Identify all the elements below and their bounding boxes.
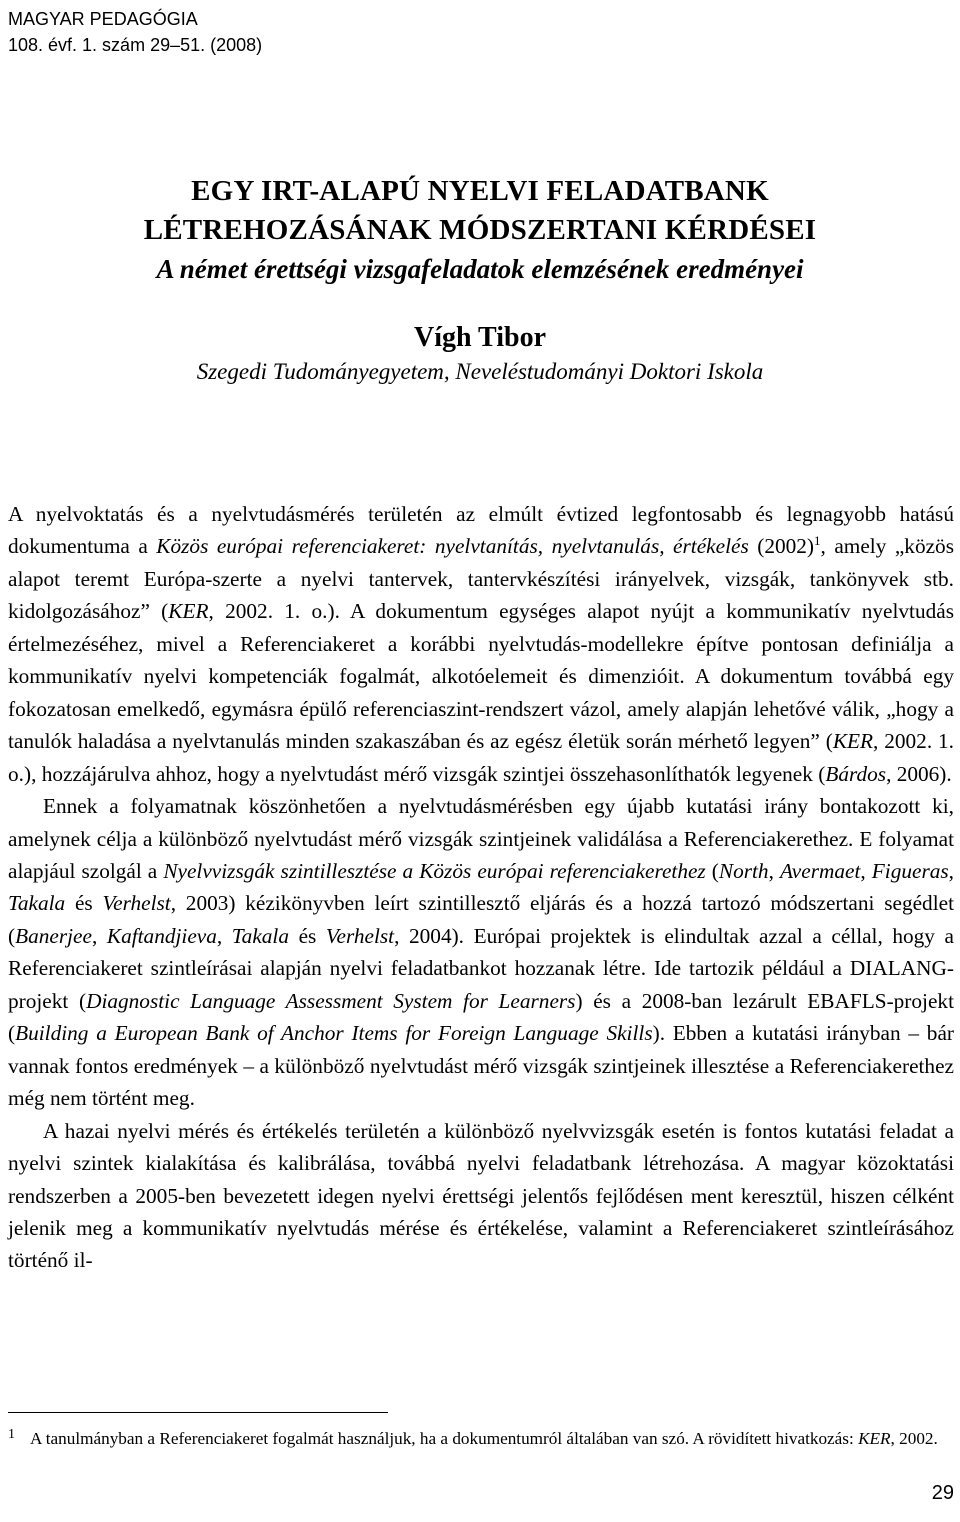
italic-text: Figueras — [871, 858, 949, 883]
text-run: , amely „közös alapot teremt Európa-szerte a nyelvi tantervek, tantervkészítési irányelvek, vizsgák, tankönyvek stb. kidolgozásához” ( — [8, 534, 954, 624]
text-run: , — [216, 923, 232, 948]
italic-text: Takala — [231, 923, 289, 948]
article-body — [8, 498, 954, 1277]
author-name: Vígh Tibor — [413, 322, 546, 353]
footnote — [8, 1422, 954, 1452]
text-run: Ennek a folyamatnak köszönhetően a nyelvtudásmérésben egy újabb kutatási irány bontakozott ki, amelynek célja a különböző nyelvtudást mérő vizsgák szintjeinek validálása a Referenciakerethez. E folyamat alapjául szolgál a — [8, 794, 954, 883]
text-run: A nyelvoktatás és a nyelvtudásmérés területén az elmúlt évtized legfontosabb és legnagyobb hatású dokumentuma a — [8, 502, 954, 559]
running-head — [8, 6, 262, 58]
italic-text: KER — [168, 599, 209, 624]
title-block — [0, 172, 960, 388]
text-run: , — [768, 858, 780, 883]
italic-text: KER — [832, 729, 874, 754]
text-run: ( — [705, 858, 719, 883]
italic-text: Banerjee — [15, 923, 92, 948]
article-title-line-2: LÉTREHOZÁSÁNAK MÓDSZERTANI KÉRDÉSEI — [143, 214, 817, 246]
paragraph-p3 — [8, 1115, 954, 1277]
text-run: , — [860, 858, 872, 883]
italic-text: Building a European Bank of Anchor Items for Foreign Language Skills — [15, 1021, 653, 1046]
italic-text: Nyelvvizsgák szintillesztése a Közös európai referenciakerethez — [163, 858, 706, 883]
author-affiliation: Szegedi Tudományegyetem, Neveléstudományi Doktori Iskola — [196, 359, 764, 384]
italic-text: Bárdos — [825, 761, 887, 786]
footnote-text — [30, 1429, 938, 1448]
journal-issue: 108. évf. 1. szám 29–51. (2008) — [8, 35, 263, 55]
italic-text: Közös európai referenciakeret: nyelvtanítás, nyelvtanulás, értékelés — [156, 534, 749, 559]
text-run: és — [65, 891, 103, 916]
italic-text: Kaftandjieva — [106, 923, 217, 948]
text-run: , — [948, 858, 954, 883]
italic-text: Verhelst — [102, 891, 171, 916]
text-run: ). Ebben a kutatási irányban – bár vannak fontos eredmények – a különböző nyelvtudást mérő vizsgák szintjeinek illesztése a Referenciakerethez még nem történt meg. — [8, 1021, 954, 1111]
page-number: 29 — [931, 1482, 954, 1504]
text-run: , 2004). Európai projektek is elindultak azzal a céllal, hogy a Referenciakeret szintleírásai alapján nyelvi feladatbankot hozzanak létre. Ide tartozik például a DIALANG-projekt ( — [8, 923, 954, 1013]
text-run: , — [91, 923, 107, 948]
italic-text: Avermaet — [779, 858, 861, 883]
italic-text: North — [718, 858, 769, 883]
text-run: ) és a 2008-ban lezárult EBAFLS-projekt ( — [8, 988, 954, 1046]
footnote-ref: 1 — [814, 533, 821, 549]
text-run: A hazai nyelvi mérés és értékelés területén a különböző nyelvvizsgák esetén is fontos kutatási feladat a nyelvi szintek kialakítása és kalibrálása, továbbá nyelvi feladatbank létrehozása. A magyar közoktatási rendszerben a 2005-ben bevezetett idegen nyelvi érettségi jelentős fejlődésen ment keresztül, hiszen célként jelenik meg a kommunikatív nyelvtudás mérése és értékelése, valamint a Referenciakeret szintleírásához történő il- — [8, 1118, 954, 1273]
text-run: , 2006). — [886, 761, 952, 786]
paragraph-p1 — [8, 498, 954, 790]
text-run: , 2002. 1. o.), hozzájárulva ahhoz, hogy a nyelvtudást mérő vizsgák szintjei összehasonlíthatók legyenek ( — [8, 729, 954, 786]
footnote-number: 1 — [8, 1427, 15, 1442]
journal-name: MAGYAR PEDAGÓGIA — [8, 9, 198, 29]
text-run: és — [289, 923, 326, 948]
text-run: , 2003) kézikönyvben leírt szintillesztő eljárás és a hozzá tartozó módszertani segédlet ( — [8, 891, 954, 948]
article-title-line-1: EGY IRT-ALAPÚ NYELVI FELADATBANK — [191, 175, 769, 207]
italic-text: Takala — [8, 891, 66, 916]
footnote-rule — [8, 1412, 388, 1413]
text-run: , 2002. — [890, 1429, 938, 1448]
italic-text: Verhelst — [325, 923, 395, 948]
text-run: , 2002. 1. o.). A dokumentum egységes alapot nyújt a kommunikatív nyelvtudás értelmezéséhez, mivel a Referenciakeret a korábbi nyelvtudás-modellekre építve pontosan definiálja a kommunikatív nyelvi kompetenciák fogalmát, alkotóelemeit és dimenzióit. A dokumentum továbbá egy fokozatosan emelkedő, egymásra épülő referenciaszint-rendszert vázol, amely alapján lehetővé válik, „hogy a tanulók haladása a nyelvtanulás minden szakaszában és az egész életük során mérhető legyen” ( — [8, 599, 955, 754]
text-run: (2002) — [748, 534, 815, 559]
italic-text: Diagnostic Language Assessment System for Learners — [86, 988, 576, 1013]
paragraph-p2 — [8, 790, 954, 1115]
article-subtitle: A német érettségi vizsgafeladatok elemzésének eredményei — [156, 254, 804, 284]
italic-text: KER — [858, 1429, 891, 1448]
text-run: A tanulmányban a Referenciakeret fogalmát használjuk, ha a dokumentumról általában van szó. A rövidített hivatkozás: — [30, 1429, 859, 1448]
